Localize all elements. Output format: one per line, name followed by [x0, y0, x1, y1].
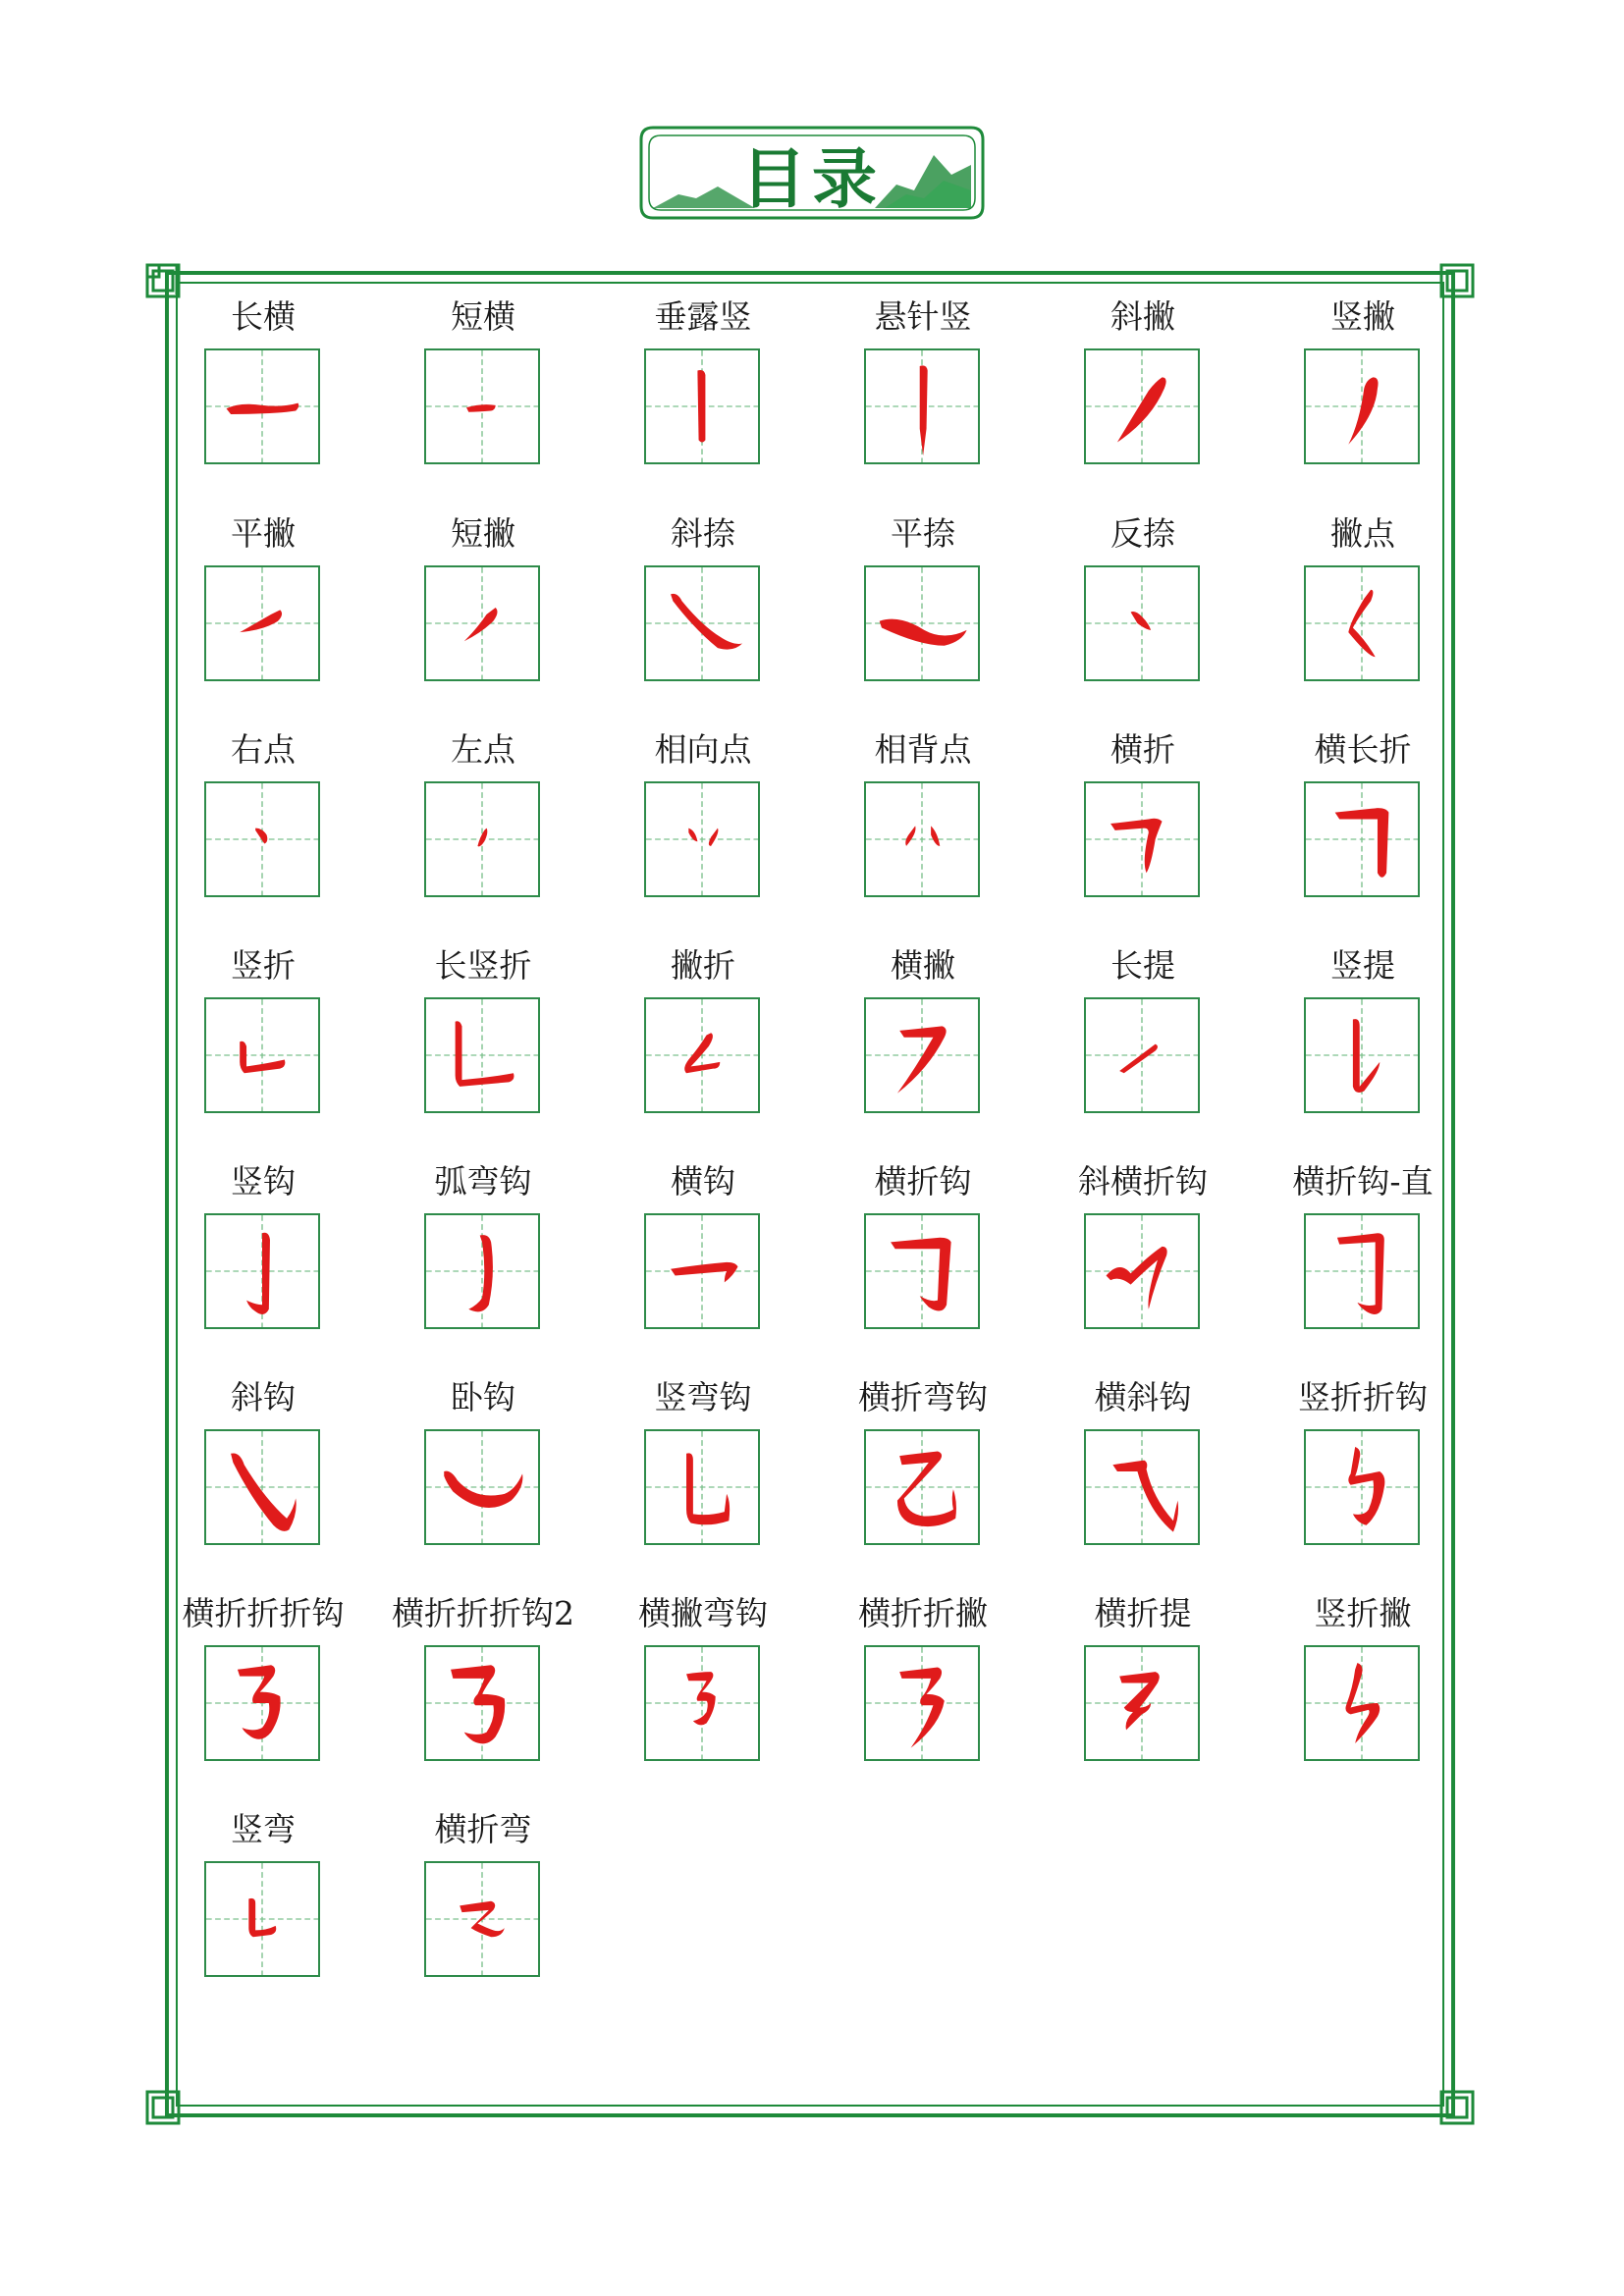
stroke-cell — [165, 726, 361, 913]
tianzige-box — [864, 997, 980, 1113]
tianzige-box — [1084, 565, 1200, 681]
stroke-cell — [385, 1374, 581, 1561]
tianzige-box — [424, 348, 540, 464]
tianzige-box — [1304, 781, 1420, 897]
stroke-label: 右点 — [231, 730, 296, 769]
stroke-label: 横长折 — [1314, 730, 1412, 769]
vertical-bend-hook-stroke-icon — [686, 1453, 730, 1524]
stroke-cell — [605, 726, 801, 913]
tianzige-box — [644, 565, 760, 681]
stroke-cell — [1045, 510, 1241, 697]
slant-hook-stroke-icon — [231, 1453, 297, 1530]
stroke-label: 横折 — [1110, 730, 1175, 769]
tianzige-box — [1084, 1429, 1200, 1545]
needle-vertical-stroke-icon — [920, 365, 928, 455]
dew-vertical-stroke-icon — [697, 370, 705, 443]
stroke-cell — [825, 1158, 1021, 1345]
horizontal-turn-stroke-icon — [1110, 819, 1162, 873]
stroke-cell — [605, 1374, 801, 1561]
stroke-label: 竖折撇 — [1314, 1594, 1412, 1632]
stroke-label: 悬针竖 — [874, 297, 972, 336]
tianzige-box — [644, 348, 760, 464]
stroke-cell — [385, 942, 581, 1129]
stroke-label: 卧钩 — [451, 1378, 515, 1416]
tianzige-box — [864, 1429, 980, 1545]
stroke-cell — [1045, 1374, 1241, 1561]
stroke-label: 横撇弯钩 — [638, 1594, 768, 1632]
stroke-label: 横折弯钩 — [858, 1378, 988, 1416]
stroke-cell — [1265, 942, 1461, 1129]
stroke-label: 横钩 — [671, 1162, 735, 1201]
tianzige-box — [204, 781, 320, 897]
stroke-label: 斜横折钩 — [1078, 1162, 1208, 1201]
tianzige-box — [204, 1429, 320, 1545]
tianzige-box — [864, 1645, 980, 1761]
stroke-cell — [605, 294, 801, 480]
tianzige-box — [644, 1429, 760, 1545]
vertical-hook-stroke-icon — [246, 1233, 270, 1314]
slant-right-falling-stroke-icon — [671, 594, 742, 650]
stroke-cell — [385, 294, 581, 480]
back-to-back-dots-stroke-icon — [905, 826, 940, 846]
stroke-label: 相背点 — [874, 730, 972, 769]
stroke-label: 竖提 — [1330, 946, 1395, 985]
tianzige-box — [864, 348, 980, 464]
stroke-cell — [1265, 1374, 1461, 1561]
tianzige-box — [864, 781, 980, 897]
stroke-label: 横折折撇 — [858, 1594, 988, 1632]
stroke-label: 弧弯钩 — [434, 1162, 532, 1201]
tianzige-box — [204, 1861, 320, 1977]
stroke-cell — [165, 510, 361, 697]
stroke-label: 斜捺 — [671, 514, 735, 553]
vertical-rising-stroke-icon — [1353, 1019, 1380, 1093]
tianzige-box — [424, 1861, 540, 1977]
stroke-label: 左点 — [451, 730, 515, 769]
short-left-falling-stroke-icon — [464, 608, 498, 641]
tianzige-box — [1304, 348, 1420, 464]
stroke-cell — [165, 1374, 361, 1561]
stroke-label: 长竖折 — [434, 946, 532, 985]
stroke-label: 相向点 — [654, 730, 752, 769]
stroke-label: 竖折折钩 — [1298, 1378, 1428, 1416]
slant-horizontal-turn-hook-stroke-icon — [1107, 1247, 1167, 1309]
stroke-label: 横折钩-直 — [1292, 1162, 1434, 1201]
horizontal-turn-hook-straight-stroke-icon — [1337, 1233, 1384, 1314]
tianzige-box — [204, 348, 320, 464]
tianzige-box — [204, 997, 320, 1113]
stroke-cell — [1045, 1590, 1241, 1777]
stroke-label: 撇折 — [671, 946, 735, 985]
horizontal-triple-turn-hook-2-stroke-icon — [451, 1665, 505, 1743]
lying-hook-stroke-icon — [444, 1471, 522, 1508]
stroke-label: 竖弯钩 — [654, 1378, 752, 1416]
tianzige-box — [1304, 1429, 1420, 1545]
stroke-label: 短横 — [451, 297, 515, 336]
tianzige-box — [1304, 997, 1420, 1113]
stroke-cell — [605, 1590, 801, 1777]
stroke-cell — [165, 1806, 361, 1993]
long-rising-stroke-icon — [1119, 1044, 1158, 1074]
stroke-cell — [605, 1158, 801, 1345]
stroke-label: 横折钩 — [874, 1162, 972, 1201]
tianzige-box — [1084, 1213, 1200, 1329]
stroke-cell — [385, 1806, 581, 1993]
tianzige-box — [204, 1645, 320, 1761]
stroke-label: 横斜钩 — [1094, 1378, 1192, 1416]
stroke-cell — [385, 726, 581, 913]
tianzige-box — [644, 1213, 760, 1329]
tianzige-box — [1084, 781, 1200, 897]
stroke-label: 撇点 — [1330, 514, 1395, 553]
stroke-cell — [825, 510, 1021, 697]
stroke-cell — [825, 1374, 1021, 1561]
long-vertical-turn-stroke-icon — [456, 1021, 514, 1087]
stroke-label: 横折折折钩 — [182, 1594, 345, 1632]
stroke-cell — [605, 942, 801, 1129]
tianzige-box — [204, 1213, 320, 1329]
tianzige-box — [424, 1429, 540, 1545]
right-dot-stroke-icon — [255, 828, 267, 844]
tianzige-box — [424, 781, 540, 897]
stroke-label: 斜撇 — [1110, 297, 1175, 336]
stroke-label: 竖折 — [231, 946, 296, 985]
tianzige-box — [204, 565, 320, 681]
tianzige-box — [1304, 1645, 1420, 1761]
stroke-cell — [165, 1590, 361, 1777]
horizontal-slant-hook-stroke-icon — [1112, 1461, 1178, 1532]
stroke-label: 横折提 — [1094, 1594, 1192, 1632]
horizontal-turn-rising-stroke-icon — [1119, 1672, 1160, 1730]
stroke-label: 垂露竖 — [654, 297, 752, 336]
stroke-cell — [825, 726, 1021, 913]
stroke-cell — [1045, 942, 1241, 1129]
stroke-label: 长提 — [1110, 946, 1175, 985]
short-horizontal-stroke-icon — [466, 404, 496, 412]
stroke-label: 竖撇 — [1330, 297, 1395, 336]
tianzige-box — [424, 565, 540, 681]
tianzige-box — [424, 1645, 540, 1761]
stroke-cell — [1265, 726, 1461, 913]
stroke-label: 横撇 — [891, 946, 955, 985]
tianzige-box — [1304, 565, 1420, 681]
horizontal-triple-turn-hook-stroke-icon — [238, 1665, 281, 1739]
curved-hook-stroke-icon — [468, 1235, 493, 1311]
flat-left-falling-stroke-icon — [240, 610, 282, 632]
tianzige-box — [1084, 997, 1200, 1113]
tianzige-box — [864, 1213, 980, 1329]
tianzige-box — [424, 997, 540, 1113]
stroke-cell — [385, 1590, 581, 1777]
stroke-label: 平捺 — [891, 514, 955, 553]
stroke-cell — [1265, 294, 1461, 480]
tianzige-box — [1304, 1213, 1420, 1329]
stroke-label: 平撇 — [231, 514, 296, 553]
stroke-cell — [825, 1590, 1021, 1777]
facing-dots-stroke-icon — [688, 828, 718, 846]
vertical-left-falling-stroke-icon — [1348, 377, 1378, 444]
stroke-cell — [825, 294, 1021, 480]
stroke-cell — [1045, 726, 1241, 913]
tianzige-box — [644, 1645, 760, 1761]
stroke-label: 竖弯 — [231, 1810, 296, 1848]
stroke-cell — [1045, 294, 1241, 480]
tianzige-box — [644, 781, 760, 897]
stroke-label: 斜钩 — [231, 1378, 296, 1416]
stroke-cell — [1265, 1590, 1461, 1777]
stroke-cell — [1265, 510, 1461, 697]
reverse-right-falling-stroke-icon — [1131, 612, 1152, 630]
stroke-cell — [1045, 1158, 1241, 1345]
stroke-label: 横折折折钩2 — [392, 1594, 574, 1632]
page-title: 目录 — [741, 140, 883, 217]
horizontal-left-falling-bend-hook-stroke-icon — [686, 1672, 716, 1725]
stroke-cell — [165, 294, 361, 480]
horizontal-turn-bend-hook-stroke-icon — [897, 1452, 956, 1527]
stroke-label: 长横 — [231, 297, 296, 336]
stroke-cell — [605, 510, 801, 697]
tianzige-box — [1084, 1645, 1200, 1761]
stroke-cell — [165, 1158, 361, 1345]
stroke-label: 横折弯 — [434, 1810, 532, 1848]
horizontal-hook-stroke-icon — [671, 1262, 737, 1283]
stroke-label: 反捺 — [1110, 514, 1175, 553]
stroke-cell — [165, 942, 361, 1129]
stroke-label: 短撇 — [451, 514, 515, 553]
stroke-cell — [385, 1158, 581, 1345]
tianzige-box — [864, 565, 980, 681]
stroke-label: 竖钩 — [231, 1162, 296, 1201]
stroke-cell — [825, 942, 1021, 1129]
tianzige-box — [424, 1213, 540, 1329]
vertical-double-turn-hook-stroke-icon — [1348, 1447, 1384, 1525]
tianzige-box — [644, 997, 760, 1113]
tianzige-box — [1084, 348, 1200, 464]
stroke-cell — [1265, 1158, 1461, 1345]
stroke-cell — [385, 510, 581, 697]
horizontal-turn-hook-stroke-icon — [891, 1238, 951, 1311]
